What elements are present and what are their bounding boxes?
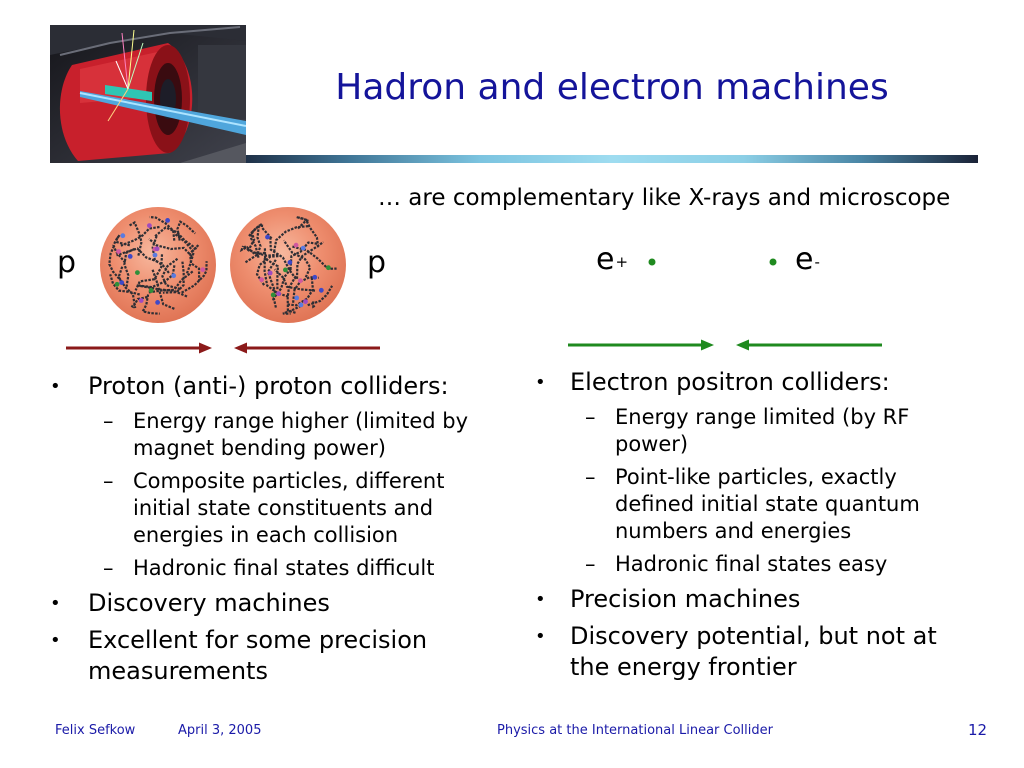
dash-marker: – bbox=[585, 465, 596, 489]
quark-dot bbox=[265, 235, 270, 240]
quark-dot bbox=[149, 288, 154, 293]
bullet-marker: • bbox=[50, 593, 61, 614]
gluon-chain bbox=[182, 261, 207, 293]
dash-marker: – bbox=[103, 409, 114, 433]
gluon-chain bbox=[244, 245, 279, 256]
gluon-chain bbox=[291, 243, 318, 270]
sub-item-text: Point-like particles, exactly defined initial state quantum numbers and energies bbox=[615, 465, 920, 543]
bullet-text: Precision machines bbox=[570, 585, 801, 613]
electron-dot bbox=[770, 259, 777, 266]
bullet-marker: • bbox=[50, 376, 61, 397]
left-bullet-item bbox=[50, 625, 478, 687]
quark-dot bbox=[326, 265, 331, 270]
gluon-chain bbox=[242, 246, 266, 255]
proton-left-sphere bbox=[100, 207, 216, 323]
quark-dot bbox=[271, 293, 276, 298]
gluon-chain bbox=[119, 267, 136, 308]
quark-dot bbox=[259, 277, 264, 282]
gluon-chain bbox=[136, 254, 162, 290]
detector-illustration bbox=[50, 25, 246, 163]
gluon-chain bbox=[143, 295, 160, 314]
quark-dot bbox=[303, 299, 308, 304]
quark-dot bbox=[301, 246, 306, 251]
gluon-chain bbox=[265, 258, 289, 297]
gluon-chain bbox=[178, 222, 196, 241]
gluon-chain bbox=[153, 270, 176, 309]
gluon-chain bbox=[275, 269, 315, 290]
quark-dot bbox=[116, 249, 121, 254]
quark-dot bbox=[288, 260, 293, 265]
gluon-chain bbox=[136, 285, 187, 296]
gluon-chain bbox=[313, 301, 315, 306]
gluon-chain bbox=[283, 306, 301, 314]
quark-dot bbox=[319, 288, 324, 293]
quark-dot bbox=[152, 247, 157, 252]
gluon-chain bbox=[248, 225, 260, 251]
page-number: 12 bbox=[968, 721, 988, 739]
gluon-chain bbox=[249, 224, 272, 239]
gluon-chain bbox=[109, 245, 121, 282]
quark-dot bbox=[135, 270, 140, 275]
gluon-chain bbox=[297, 242, 323, 279]
left-sub-item bbox=[103, 408, 483, 462]
gluon-chain bbox=[116, 235, 129, 245]
electron-label bbox=[795, 244, 820, 276]
left-bullet-item bbox=[50, 588, 478, 619]
bullet-marker: • bbox=[535, 589, 546, 610]
positron-dot bbox=[649, 259, 656, 266]
quark-dot bbox=[155, 246, 160, 251]
sub-item-text: Hadronic final states easy bbox=[615, 552, 888, 576]
gluon-chain bbox=[268, 260, 276, 301]
gluon-chain bbox=[274, 226, 310, 252]
bullet-text: Discovery potential, but not at the energy frontier bbox=[570, 622, 937, 681]
dash-marker: – bbox=[585, 552, 596, 576]
gluon-chain bbox=[265, 248, 278, 289]
gluon-chain bbox=[174, 233, 194, 273]
quark-dot bbox=[165, 218, 170, 223]
gluon-chain bbox=[155, 228, 197, 250]
quark-dot bbox=[128, 254, 133, 259]
gluon-chain bbox=[110, 274, 140, 294]
quark-dot bbox=[312, 275, 317, 280]
title-underline-bar bbox=[246, 155, 978, 163]
gluon-chain bbox=[288, 276, 296, 313]
gluon-chain bbox=[287, 278, 313, 306]
left-sub-item bbox=[103, 555, 483, 582]
gluon-chain bbox=[149, 271, 193, 292]
quark-dot bbox=[294, 296, 299, 301]
right-sub-item bbox=[585, 464, 960, 545]
quark-dot bbox=[200, 267, 205, 272]
gluon-chain bbox=[257, 256, 279, 285]
positron-symbol: e bbox=[596, 242, 615, 277]
bullet-text: Electron positron colliders: bbox=[570, 368, 890, 396]
quark-dot bbox=[276, 291, 281, 296]
proton-body bbox=[230, 207, 346, 323]
dash-marker: – bbox=[585, 405, 596, 429]
gluon-chain bbox=[121, 227, 160, 246]
arrow-head bbox=[701, 340, 714, 351]
right-bullet-item bbox=[535, 621, 960, 683]
left-sub-item bbox=[103, 468, 483, 549]
detector-endcap-structure bbox=[198, 45, 246, 119]
quark-dot bbox=[171, 273, 176, 278]
right-bullet-heading bbox=[535, 367, 960, 398]
gluon-chain bbox=[308, 286, 332, 305]
footer-author: Felix Sefkow bbox=[55, 723, 136, 738]
quark-dot bbox=[139, 298, 144, 303]
proton-label-right: p bbox=[367, 245, 387, 280]
gluon-chain bbox=[114, 237, 126, 263]
positron-beam-arrow-right bbox=[568, 340, 714, 351]
dash-marker: – bbox=[103, 556, 114, 580]
gluon-chain bbox=[270, 236, 296, 279]
positron-label bbox=[596, 244, 628, 276]
sub-item-text: Composite particles, different initial state constituents and energies in each collision bbox=[133, 469, 445, 547]
proton-body bbox=[100, 207, 216, 323]
sub-item-text: Hadronic final states difficult bbox=[133, 556, 435, 580]
right-sub-item bbox=[585, 551, 960, 578]
gluon-chain bbox=[293, 277, 319, 303]
bullet-marker: • bbox=[50, 630, 61, 651]
bullet-text: Proton (anti-) proton colliders: bbox=[88, 372, 449, 400]
quark-dot bbox=[153, 253, 158, 258]
gluon-chain bbox=[292, 247, 336, 269]
positron-charge: + bbox=[615, 253, 629, 271]
gluon-chain bbox=[138, 265, 174, 287]
gluon-chain bbox=[153, 236, 169, 273]
bullet-marker: • bbox=[535, 626, 546, 647]
slide-subtitle: … are complementary like X-rays and microscope bbox=[378, 185, 951, 211]
proton-right-sphere bbox=[230, 207, 346, 323]
electron-charge: - bbox=[814, 253, 820, 271]
gluon-chain bbox=[274, 269, 291, 309]
gluon-chain bbox=[131, 297, 147, 307]
arrow-head bbox=[234, 343, 247, 354]
gluon-chain bbox=[298, 217, 308, 228]
quark-dot bbox=[155, 300, 160, 305]
gluon-chain bbox=[149, 239, 192, 257]
footer-date: April 3, 2005 bbox=[178, 723, 262, 738]
gluon-chain bbox=[162, 259, 180, 289]
quark-dot bbox=[120, 233, 125, 238]
quark-dot bbox=[294, 243, 299, 248]
sub-item-text: Energy range higher (limited by magnet bending power) bbox=[133, 409, 469, 460]
proton-label-left: p bbox=[57, 245, 77, 280]
left-bullet-heading bbox=[50, 371, 478, 402]
gluon-chain bbox=[251, 229, 259, 258]
quark-dot bbox=[268, 271, 273, 276]
gluon-chain bbox=[246, 226, 261, 262]
quark-dot bbox=[299, 303, 304, 308]
dash-marker: – bbox=[103, 469, 114, 493]
footer-event: Physics at the International Linear Collider bbox=[497, 723, 773, 738]
gluon-chain bbox=[129, 223, 141, 256]
bullet-marker: • bbox=[535, 372, 546, 393]
electron-beam-arrow-left bbox=[736, 340, 882, 351]
gluon-chain bbox=[284, 240, 310, 277]
arrow-head bbox=[199, 343, 212, 354]
quark-dot bbox=[147, 223, 152, 228]
slide-title: Hadron and electron machines bbox=[335, 67, 889, 108]
quark-dot bbox=[298, 278, 303, 283]
right-bullet-item bbox=[535, 584, 960, 615]
gluon-chain bbox=[117, 249, 159, 262]
electron-symbol: e bbox=[795, 242, 814, 277]
gluon-chain bbox=[190, 245, 199, 281]
bullet-text: Discovery machines bbox=[88, 589, 330, 617]
quark-dot bbox=[115, 282, 120, 287]
arrow-head bbox=[736, 340, 749, 351]
bullet-text: Excellent for some precision measurements bbox=[88, 626, 428, 685]
quark-dot bbox=[283, 268, 288, 273]
gluon-chain bbox=[296, 217, 318, 247]
sub-item-text: Energy range limited (by RF power) bbox=[615, 405, 910, 456]
quark-dot bbox=[119, 280, 124, 285]
right-sub-item bbox=[585, 404, 960, 458]
gluon-chain bbox=[150, 217, 175, 241]
gluon-chain bbox=[163, 262, 184, 293]
proton-beam-arrow-right bbox=[66, 343, 212, 354]
gluon-chain bbox=[124, 249, 134, 287]
proton-beam-arrow-left bbox=[234, 343, 380, 354]
